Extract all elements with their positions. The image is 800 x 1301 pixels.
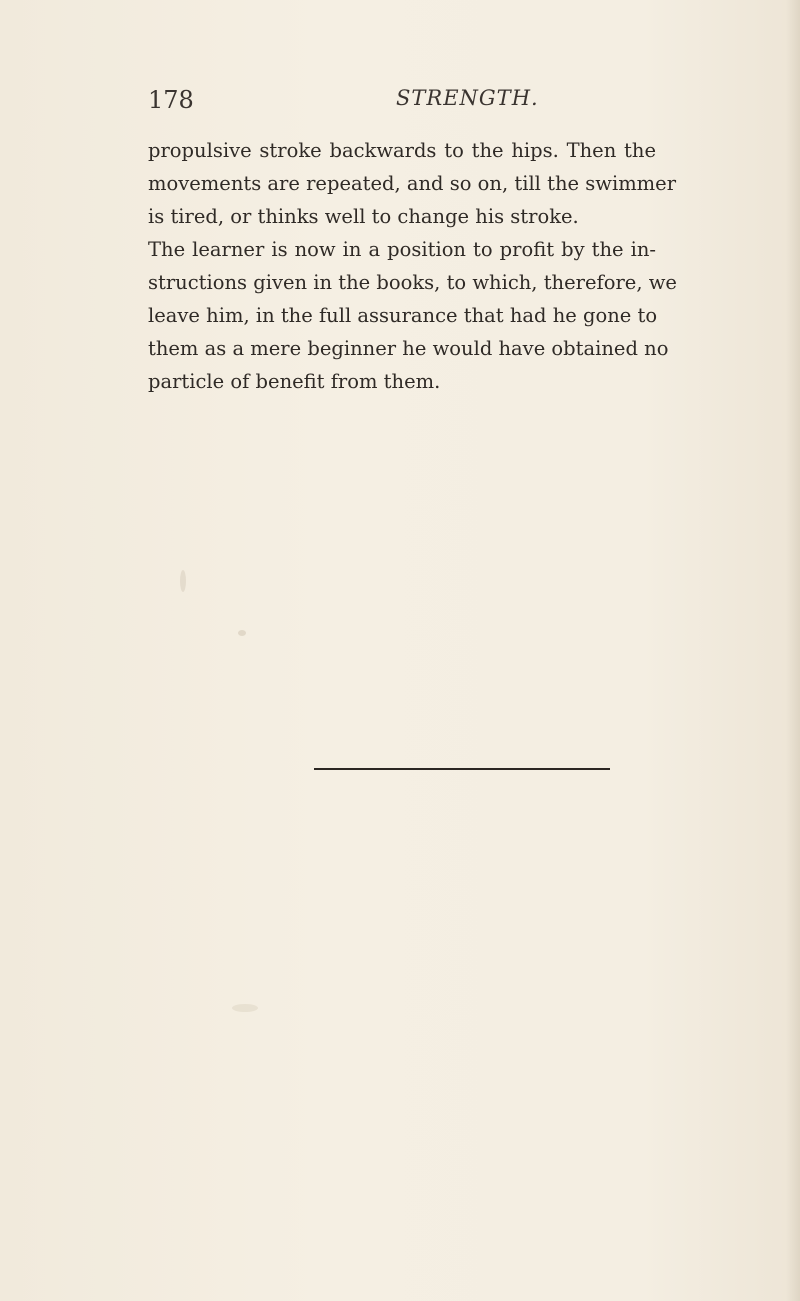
running-title: STRENGTH. xyxy=(396,86,539,110)
paper-stain xyxy=(232,1004,258,1012)
text-line: leave him, in the full assurance that had he gone to xyxy=(148,304,658,327)
text-line: structions given in the books, to which, therefore, we xyxy=(148,271,677,294)
body-text xyxy=(148,134,677,398)
text-line: propulsive stroke backwards to the hips. Then the xyxy=(148,139,656,162)
page-number: 178 xyxy=(148,86,194,114)
running-head xyxy=(148,86,648,118)
text-line: particle of benefit from them. xyxy=(148,370,441,393)
paper-stain xyxy=(238,630,246,636)
page-edge-shadow xyxy=(786,0,800,1301)
text-line: is tired, or thinks well to change his stroke. xyxy=(148,205,579,228)
text-line: movements are repeated, and so on, till the swimmer xyxy=(148,172,677,195)
text-line: The learner is now in a position to profit by the in- xyxy=(148,238,656,261)
text-line: them as a mere beginner he would have obtained no xyxy=(148,337,669,360)
paper-stain xyxy=(180,570,186,592)
section-end-rule xyxy=(314,768,610,770)
